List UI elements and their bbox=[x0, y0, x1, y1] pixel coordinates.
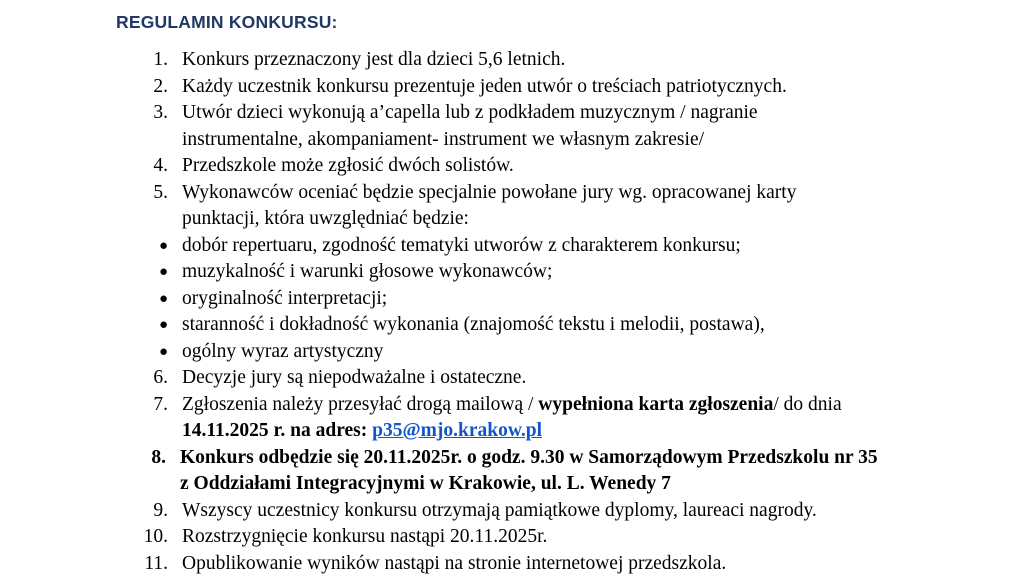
email-link[interactable]: p35@mjo.krakow.pl bbox=[372, 420, 542, 441]
list-marker: 1. bbox=[0, 47, 168, 74]
submission-text-part1: Zgłoszenia należy przesyłać drogą mailową / bbox=[182, 394, 538, 415]
list-item-line: punktacji, która uwzględniać będzie: bbox=[182, 206, 1031, 233]
page-title: REGULAMIN KONKURSU: bbox=[116, 12, 1031, 33]
list-marker: 2. bbox=[0, 74, 168, 101]
list-item-text bbox=[180, 445, 1031, 498]
list-item bbox=[0, 551, 1031, 577]
list-item bbox=[0, 312, 1031, 339]
list-item-text: Przedszkole może zgłosić dwóch solistów. bbox=[182, 153, 1031, 180]
list-item-line: Utwór dzieci wykonują a’capella lub z podkładem muzycznym / nagranie bbox=[182, 100, 1031, 127]
list-item-text bbox=[182, 180, 1031, 233]
list-item-text: Opublikowanie wyników nastąpi na stronie internetowej przedszkola. bbox=[182, 551, 1031, 577]
list-item-line bbox=[182, 418, 1031, 445]
list-item-text bbox=[182, 392, 1031, 445]
list-item-line: Wykonawców oceniać będzie specjalnie powołane jury wg. opracowanej karty bbox=[182, 180, 1031, 207]
list-item bbox=[0, 498, 1031, 525]
list-marker: 3. bbox=[0, 100, 168, 127]
list-item bbox=[0, 74, 1031, 101]
bullet-icon: ● bbox=[0, 312, 168, 339]
list-marker: 6. bbox=[0, 365, 168, 392]
submission-text-part2: / do dnia bbox=[773, 394, 841, 415]
list-item-text: ogólny wyraz artystyczny bbox=[182, 339, 1031, 366]
list-item-text: Decyzje jury są niepodważalne i ostateczne. bbox=[182, 365, 1031, 392]
list-item-text: Rozstrzygnięcie konkursu nastąpi 20.11.2025r. bbox=[182, 524, 1031, 551]
bullet-icon: ● bbox=[0, 339, 168, 366]
list-marker: 8. bbox=[0, 445, 166, 472]
list-item-text: staranność i dokładność wykonania (znajomość tekstu i melodii, postawa), bbox=[182, 312, 1031, 339]
list-item bbox=[0, 259, 1031, 286]
list-item bbox=[0, 153, 1031, 180]
list-item bbox=[0, 286, 1031, 313]
list-item bbox=[0, 365, 1031, 392]
list-marker: 5. bbox=[0, 180, 168, 207]
list-item bbox=[0, 47, 1031, 74]
list-item bbox=[0, 180, 1031, 233]
list-item-text: Każdy uczestnik konkursu prezentuje jeden utwór o treściach patriotycznych. bbox=[182, 74, 1031, 101]
list-marker: 9. bbox=[0, 498, 168, 525]
list-item bbox=[0, 524, 1031, 551]
list-marker: 7. bbox=[0, 392, 168, 419]
list-item-line: Konkurs odbędzie się 20.11.2025r. o godz. 9.30 w Samorządowym Przedszkolu nr 35 bbox=[180, 445, 1031, 472]
list-item-text: muzykalność i warunki głosowe wykonawców; bbox=[182, 259, 1031, 286]
list-item-text: Wszyscy uczestnicy konkursu otrzymają pamiątkowe dyplomy, laureaci nagrody. bbox=[182, 498, 1031, 525]
list-marker: 4. bbox=[0, 153, 168, 180]
submission-deadline: 14.11.2025 r. na adres: bbox=[182, 420, 372, 441]
bullet-icon: ● bbox=[0, 259, 168, 286]
list-item-submission bbox=[0, 392, 1031, 445]
list-item-text: oryginalność interpretacji; bbox=[182, 286, 1031, 313]
list-item-text bbox=[182, 100, 1031, 153]
bullet-icon: ● bbox=[0, 233, 168, 260]
list-item-text: dobór repertuaru, zgodność tematyki utworów z charakterem konkursu; bbox=[182, 233, 1031, 260]
list-item-event-details bbox=[0, 445, 1031, 498]
submission-form-emphasis: wypełniona karta zgłoszenia bbox=[538, 394, 773, 415]
bullet-icon: ● bbox=[0, 286, 168, 313]
list-item bbox=[0, 339, 1031, 366]
list-item bbox=[0, 100, 1031, 153]
list-item-line bbox=[182, 392, 1031, 419]
rules-list bbox=[0, 47, 1031, 577]
list-item-text: Konkurs przeznaczony jest dla dzieci 5,6 letnich. bbox=[182, 47, 1031, 74]
list-item-line: z Oddziałami Integracyjnymi w Krakowie, ul. L. Wenedy 7 bbox=[180, 471, 1031, 498]
list-item bbox=[0, 233, 1031, 260]
list-marker: 11. bbox=[0, 551, 168, 577]
list-marker: 10. bbox=[0, 524, 168, 551]
list-item-line: instrumentalne, akompaniament- instrument we własnym zakresie/ bbox=[182, 127, 1031, 154]
